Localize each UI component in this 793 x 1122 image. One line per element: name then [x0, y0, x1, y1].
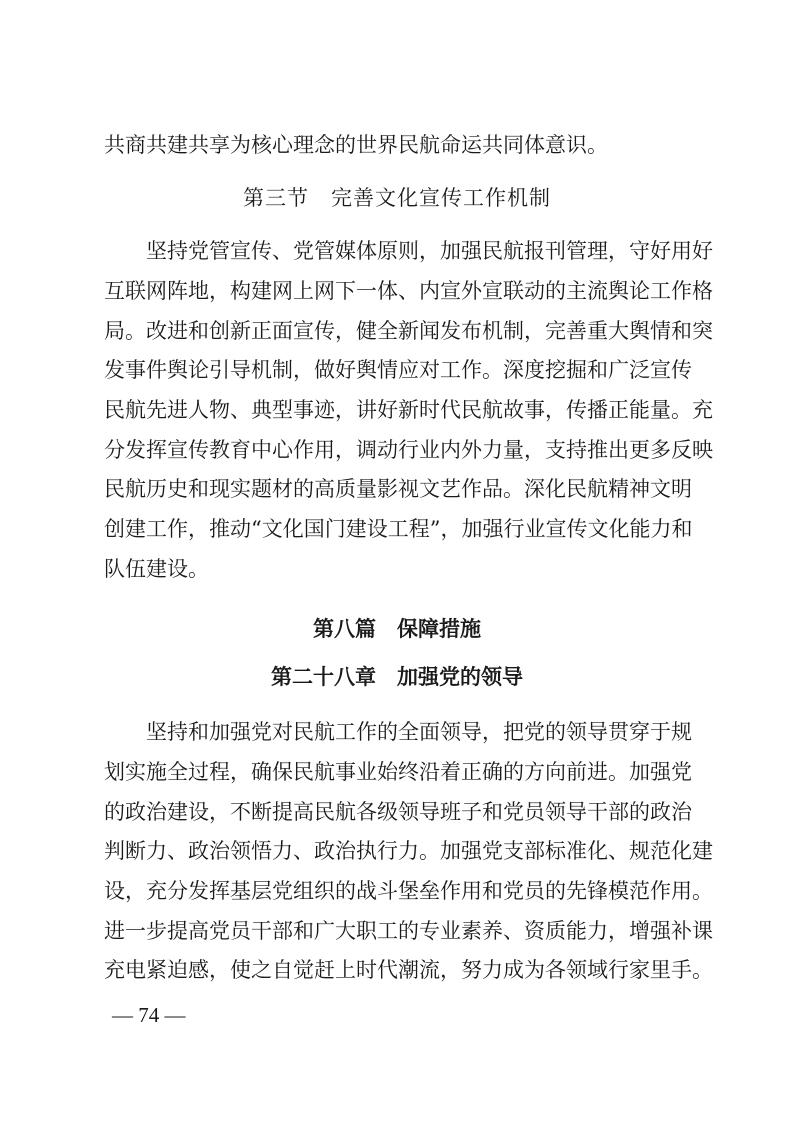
paragraph-line: 进一步提高党员干部和广大职工的专业素养、资质能力，增强补课 [104, 919, 713, 943]
chapter-heading: 第二十八章 加强党的领导 [271, 665, 523, 689]
paragraph-line: 的政治建设，不断提高民航各级领导班子和党员领导干部的政治 [104, 800, 692, 824]
page-number: — 74 — [112, 1003, 186, 1027]
paragraph-line: 队伍建设。 [104, 557, 209, 581]
paragraph-line: 坚持党管宣传、党管媒体原则，加强民航报刊管理，守好用好 [146, 239, 713, 263]
paragraph-line: 发事件舆论引导机制，做好舆情应对工作。深度挖掘和广泛宣传 [104, 358, 692, 382]
paragraph-line: 创建工作，推动“文化国门建设工程”，加强行业宣传文化能力和 [104, 517, 693, 541]
paragraph-line: 判断力、政治领悟力、政治执行力。加强党支部标准化、规范化建 [104, 839, 713, 863]
continuation-line: 共商共建共享为核心理念的世界民航命运共同体意识。 [104, 133, 608, 157]
paragraph-line: 设，充分发挥基层党组织的战斗堡垒作用和党员的先锋模范作用。 [104, 879, 713, 903]
paragraph-line: 划实施全过程，确保民航事业始终沿着正确的方向前进。加强党 [104, 760, 692, 784]
paragraph-line: 民航先进人物、典型事迹，讲好新时代民航故事，传播正能量。充 [104, 398, 713, 422]
paragraph-line: 民航历史和现实题材的高质量影视文艺作品。深化民航精神文明 [104, 477, 692, 501]
section-heading: 第三节 完善文化宣传工作机制 [243, 186, 551, 210]
paragraph-line: 坚持和加强党对民航工作的全面领导，把党的领导贯穿于规 [146, 720, 692, 744]
paragraph-line: 局。改进和创新正面宣传，健全新闻发布机制，完善重大舆情和突 [104, 319, 713, 343]
paragraph-line: 分发挥宣传教育中心作用，调动行业内外力量，支持推出更多反映 [104, 438, 713, 462]
paragraph-line: 互联网阵地，构建网上网下一体、内宣外宣联动的主流舆论工作格 [104, 279, 713, 303]
paragraph-line: 充电紧迫感，使之自觉赶上时代潮流，努力成为各领域行家里手。 [104, 958, 713, 982]
part-heading: 第八篇 保障措施 [313, 617, 481, 641]
